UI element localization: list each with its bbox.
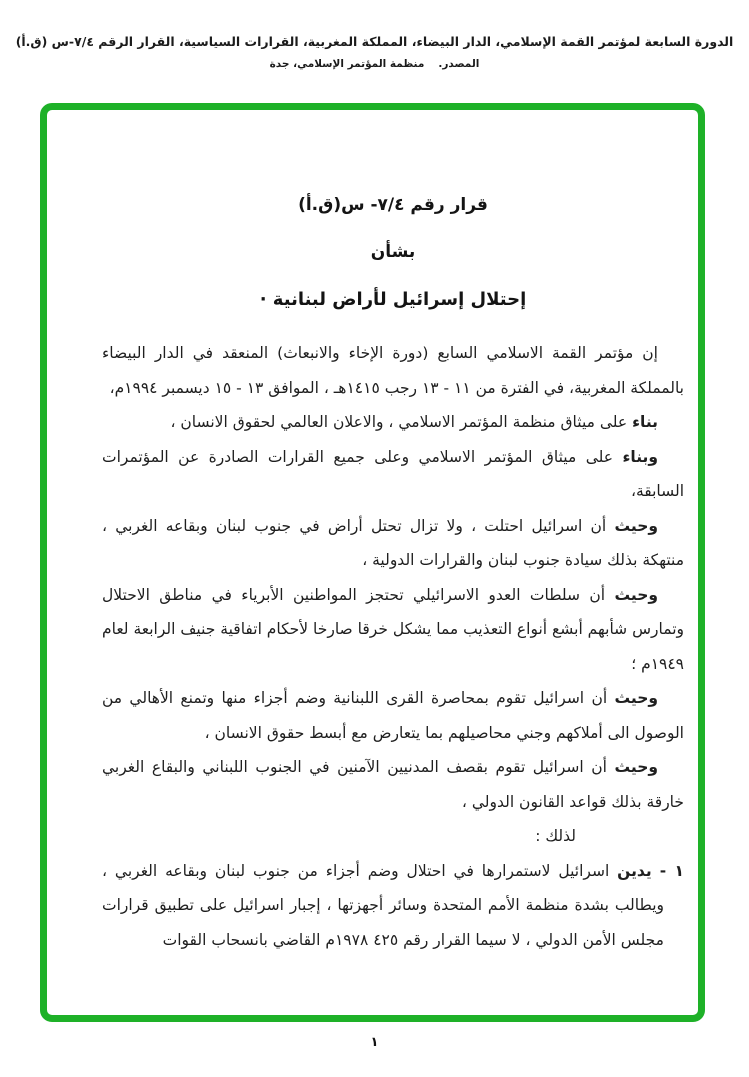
paragraph-occupation xyxy=(102,509,684,578)
therefore-line: لذلك : xyxy=(535,827,576,845)
document-header xyxy=(0,34,749,70)
paragraph-text: إن مؤتمر القمة الاسلامي السابع (دورة الإخاء والانبعاث) المنعقد في الدار البيضاء بالمملكة المغربية، في الفترة من ١١ - ١٣ رجب ١٤١٥هـ ، الموافق ١٣ - ١٥ ديسمبر ١٩٩٤م، xyxy=(102,344,684,397)
paragraph-text: على ميثاق منظمة المؤتمر الاسلامي ، والاعلان العالمي لحقوق الانسان ، xyxy=(170,413,633,431)
item-lead: يدين xyxy=(617,861,652,880)
paragraph-charter xyxy=(102,405,684,440)
resolution-subject-word: بشأن xyxy=(370,242,416,262)
paragraph-text: أن اسرائيل تقوم بقصف المدنيين الآمنين في الجنوب اللبناني والبقاع الغربي خارقة بذلك قواعد القانون الدولي ، xyxy=(102,758,684,811)
document-content xyxy=(47,110,698,957)
header-citation: الدورة السابعة لمؤتمر القمة الإسلامي، الدار البيضاء، المملكة المغربية، القرارات السياسية، القرار الرقم ٧/٤-س (ق.أ) xyxy=(15,34,734,49)
resolution-body xyxy=(102,336,684,957)
paragraph-shelling xyxy=(102,750,684,819)
paragraph-lead: وبناء xyxy=(622,447,658,466)
paragraph-text: أن اسرائيل احتلت ، ولا تزال تحتل أراض في جنوب لبنان وبقاعه الغربي ، منتهكة بذلك سيادة جنوب لبنان والقرارات الدولية ، xyxy=(102,516,684,569)
page-number: ١ xyxy=(370,1035,379,1050)
paragraph-lead: وحيث xyxy=(614,689,658,707)
source-value: منظمة المؤتمر الإسلامي، جدة xyxy=(269,58,425,70)
green-border-frame xyxy=(40,103,705,1022)
paragraph-lead: وحيث xyxy=(614,758,658,776)
item-text: اسرائيل لاستمرارها في احتلال وضم أجزاء من جنوب لبنان وبقاعه الغربي ، ويطالب بشدة منظمة الأمم المتحدة وسائر أجهزتها ، إجبار اسرائيل على تطبيق قرارات مجلس الأمن الدولي ، لا سيما القرار رقم ٤٢٥ ١٩٧٨م القاضي بانسحاب القوات xyxy=(102,861,664,949)
resolution-item-1 xyxy=(102,854,684,958)
paragraph-text: على ميثاق المؤتمر الاسلامي وعلى جميع القرارات الصادرة عن المؤتمرات السابقة، xyxy=(102,447,684,500)
paragraph-lead: وحيث xyxy=(614,516,658,535)
paragraph-text: أن اسرائيل تقوم بمحاصرة القرى اللبنانية وضم أجزاء منها وتمنع الأهالي من الوصول الى أملاكهم وجني محاصيلهم بما يتعارض مع أبسط حقوق الانسان ، xyxy=(102,689,684,742)
paragraph-preamble xyxy=(102,336,684,405)
resolution-number-line: قرار رقم ٧/٤- س(ق.أ) xyxy=(298,195,488,215)
resolution-title xyxy=(102,182,684,323)
paragraph-siege xyxy=(102,681,684,750)
paragraph-text: أن سلطات العدو الاسرائيلي تحتجز المواطنين الأبرياء في مناطق الاحتلال وتمارس شأبهم أبشع أنواع التعذيب مما يشكل خرقا صارخا لأحكام اتفاقية جنيف الرابعة لعام ١٩٤٩م ؛ xyxy=(102,585,684,673)
paragraph-detention xyxy=(102,578,684,682)
header-source xyxy=(0,58,749,70)
paragraph-previous-resolutions xyxy=(102,440,684,509)
source-label: المصدر. xyxy=(438,58,480,70)
resolution-subject-line: إحتلال إسرائيل لأراض لبنانية · xyxy=(259,289,527,310)
paragraph-lead: وحيث xyxy=(614,585,658,604)
item-number: ١ - xyxy=(659,861,684,880)
paragraph-lead: بناء xyxy=(632,413,658,431)
